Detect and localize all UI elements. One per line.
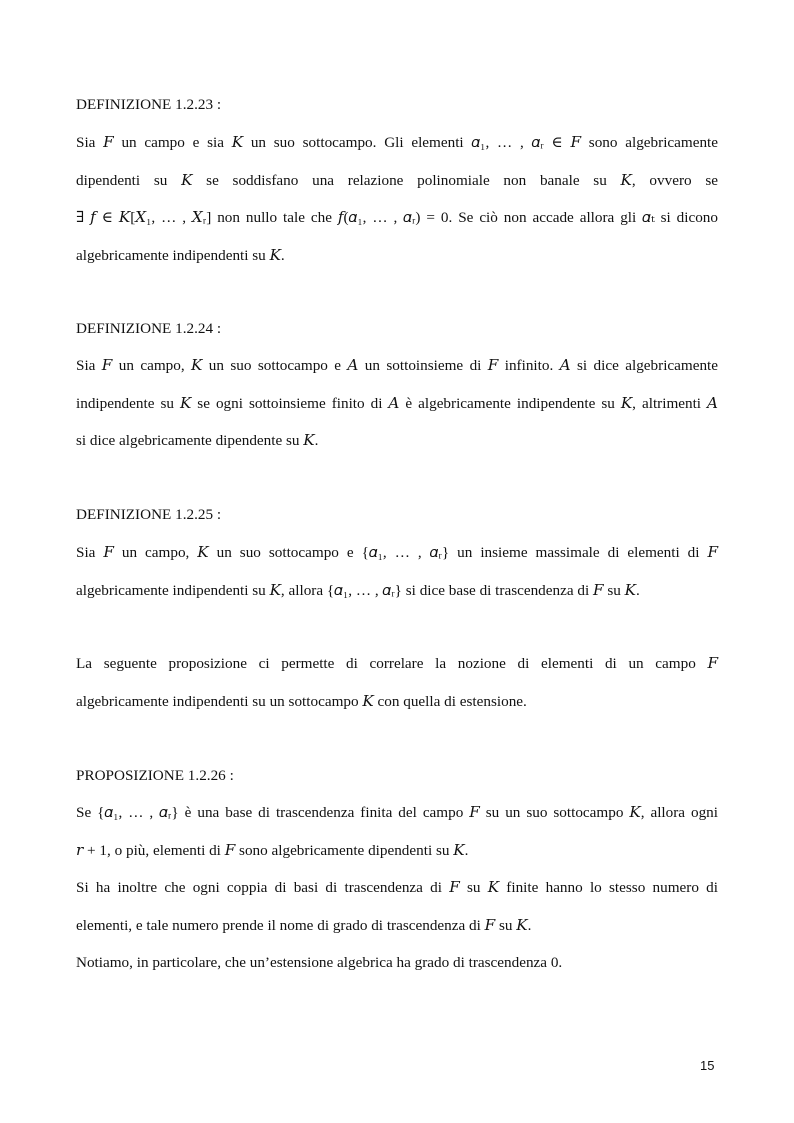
- def-1-2-23-title: DEFINIZIONE 1.2.23 :: [76, 96, 222, 113]
- prop-1-2-26-line-2: 𝑟 + 1, o più, elementi di 𝐹 sono algebricamente dipendenti su 𝐾.: [76, 841, 469, 859]
- intro-line-2: algebricamente indipendenti su un sottocampo 𝐾 con quella di estensione.: [76, 692, 527, 710]
- prop-1-2-26-body: [76, 794, 718, 982]
- intro-paragraph: [76, 645, 718, 720]
- def-1-2-24-line-3: si dice algebricamente dipendente su 𝐾.: [76, 432, 319, 449]
- prop-1-2-26-line-4: elementi, e tale numero prende il nome di grado di trascendenza di 𝐹 su 𝐾.: [76, 916, 532, 934]
- prop-1-2-26-title: PROPOSIZIONE 1.2.26 :: [76, 767, 234, 784]
- prop-1-2-26-line-1: Se {𝛼₁, … , 𝛼ᵣ} è una base di trascendenza finita del campo 𝐹 su un suo sottocampo 𝐾, allora ogni: [76, 804, 718, 821]
- def-1-2-25-title: DEFINIZIONE 1.2.25 :: [76, 506, 222, 523]
- def-1-2-24-line-2: indipendente su 𝐾 se ogni sottoinsieme finito di 𝐴 è algebricamente indipendente su 𝐾, altrimenti 𝐴: [76, 394, 718, 412]
- def-1-2-25-line-2: algebricamente indipendenti su 𝐾, allora {𝛼₁, … , 𝛼ᵣ} si dice base di trascendenza di 𝐹 su 𝐾.: [76, 581, 640, 599]
- prop-1-2-26-line-5: Notiamo, in particolare, che un’estensione algebrica ha grado di trascendenza 0.: [76, 954, 563, 971]
- def-1-2-25-line-1: Sia 𝐹 un campo, 𝐾 un suo sottocampo e {𝛼₁, … , 𝛼ᵣ} un insieme massimale di elementi di 𝐹: [76, 544, 718, 561]
- prop-1-2-26-line-3: Si ha inoltre che ogni coppia di basi di trascendenza di 𝐹 su 𝐾 finite hanno lo stesso numero di: [76, 879, 718, 896]
- def-1-2-24-line-1: Sia 𝐹 un campo, 𝐾 un suo sottocampo e 𝐴 un sottoinsieme di 𝐹 infinito. 𝐴 si dice algebricamente: [76, 357, 718, 374]
- def-1-2-24-title: DEFINIZIONE 1.2.24 :: [76, 320, 222, 337]
- def-1-2-25-body: [76, 534, 718, 609]
- def-1-2-23-line-3: ∃ 𝑓 ∈ 𝐾[𝑋₁, … , 𝑋ᵣ] non nullo tale che 𝑓(𝛼₁, … , 𝛼ᵣ) = 0. Se ciò non accade allora gli 𝛼ₜ si dicono: [76, 209, 718, 226]
- def-1-2-24-body: [76, 347, 718, 460]
- def-1-2-23-body: [76, 124, 718, 274]
- def-1-2-23-line-1: Sia 𝐹 un campo e sia 𝐾 un suo sottocampo. Gli elementi 𝛼₁, … , 𝛼ᵣ ∈ 𝐹 sono algebricamente: [76, 134, 718, 151]
- page-number: 15: [700, 1058, 715, 1073]
- def-1-2-23-line-2: dipendenti su 𝐾 se soddisfano una relazione polinomiale non banale su 𝐾, ovvero se: [76, 171, 718, 189]
- intro-line-1: La seguente proposizione ci permette di correlare la nozione di elementi di un campo 𝐹: [76, 655, 718, 672]
- def-1-2-23-line-4: algebricamente indipendenti su 𝐾.: [76, 246, 285, 264]
